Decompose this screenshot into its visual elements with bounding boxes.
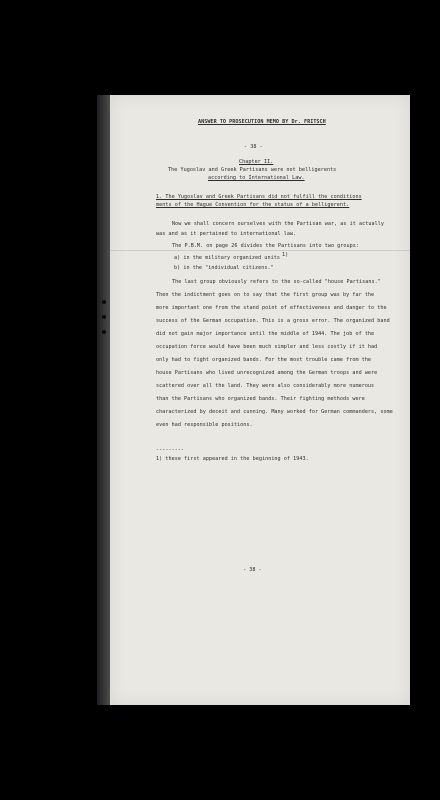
body-line: The last group obviously refers to the so-called "house Partisans." (172, 279, 381, 285)
body-line: more important one from the stand point of effectiveness and danger to the (156, 305, 387, 311)
chapter-title-line-2: according to International Law. (208, 175, 305, 181)
body-line: characterized by deceit and cunning. Many worked for German commanders, some (156, 409, 393, 415)
body-line: Then the indictment goes on to say that the first group was by far the (156, 292, 375, 298)
body-line: house Partisans who lived unrecognized among the German troops and were (156, 370, 378, 376)
page-number-bottom: - 38 - (243, 567, 262, 573)
groups-line: The P.B.M. on page 26 divides the Partisans into two groups: (172, 243, 360, 249)
body-line: than the Partisans who organized bands. Their fighting methods were (156, 396, 365, 402)
body-line: even had responsible positions. (156, 422, 253, 428)
group-a: a) in the military organized units (174, 255, 280, 261)
chapter-heading: Chapter II. (239, 159, 274, 165)
body-line: scattered over all the land. They were also considerably more numerous (156, 383, 375, 389)
chapter-title-line-1: The Yugoslav and Greek Partisans were not belligerents (168, 167, 337, 173)
intro-line-1: Now we shall concern ourselves with the Partisan war, as it actually (172, 221, 384, 227)
document-header: ANSWER TO PROSECUTION MEMO BY Dr. FRITSCH (198, 119, 326, 125)
intro-line-2: was and as it pertained to international law. (156, 231, 297, 237)
page-number-top: - 38 - (244, 144, 263, 150)
body-line: success of the German occupation. This is a gross error. The organized band (156, 318, 390, 324)
group-b: b) in the "individual citizens." (174, 265, 274, 271)
body-line: occupation force would have been much simpler and less costly if it had (156, 344, 378, 350)
page-fold-line (110, 250, 410, 251)
footnote-separator: --------- (156, 447, 185, 453)
document-page (110, 95, 410, 705)
group-a-footnote-ref: 1) (282, 252, 289, 258)
body-line: only had to fight organized bands. For the most trouble came from the (156, 357, 372, 363)
film-strip-edge (97, 95, 110, 705)
section-title-line-2: ments of the Hague Convention for the status of a belligerent. (156, 202, 350, 208)
body-line: did not gain major importance until the middle of 1944. The job of the (156, 331, 375, 337)
punch-hole (102, 330, 106, 334)
punch-hole (102, 315, 106, 319)
punch-hole (102, 300, 106, 304)
section-title-line-1: 1. The Yugoslav and Greek Partisans did not fulfill the conditions (156, 194, 362, 200)
footnote: 1) these first appeared in the beginning of 1943. (156, 456, 309, 462)
punch-holes (102, 300, 106, 345)
